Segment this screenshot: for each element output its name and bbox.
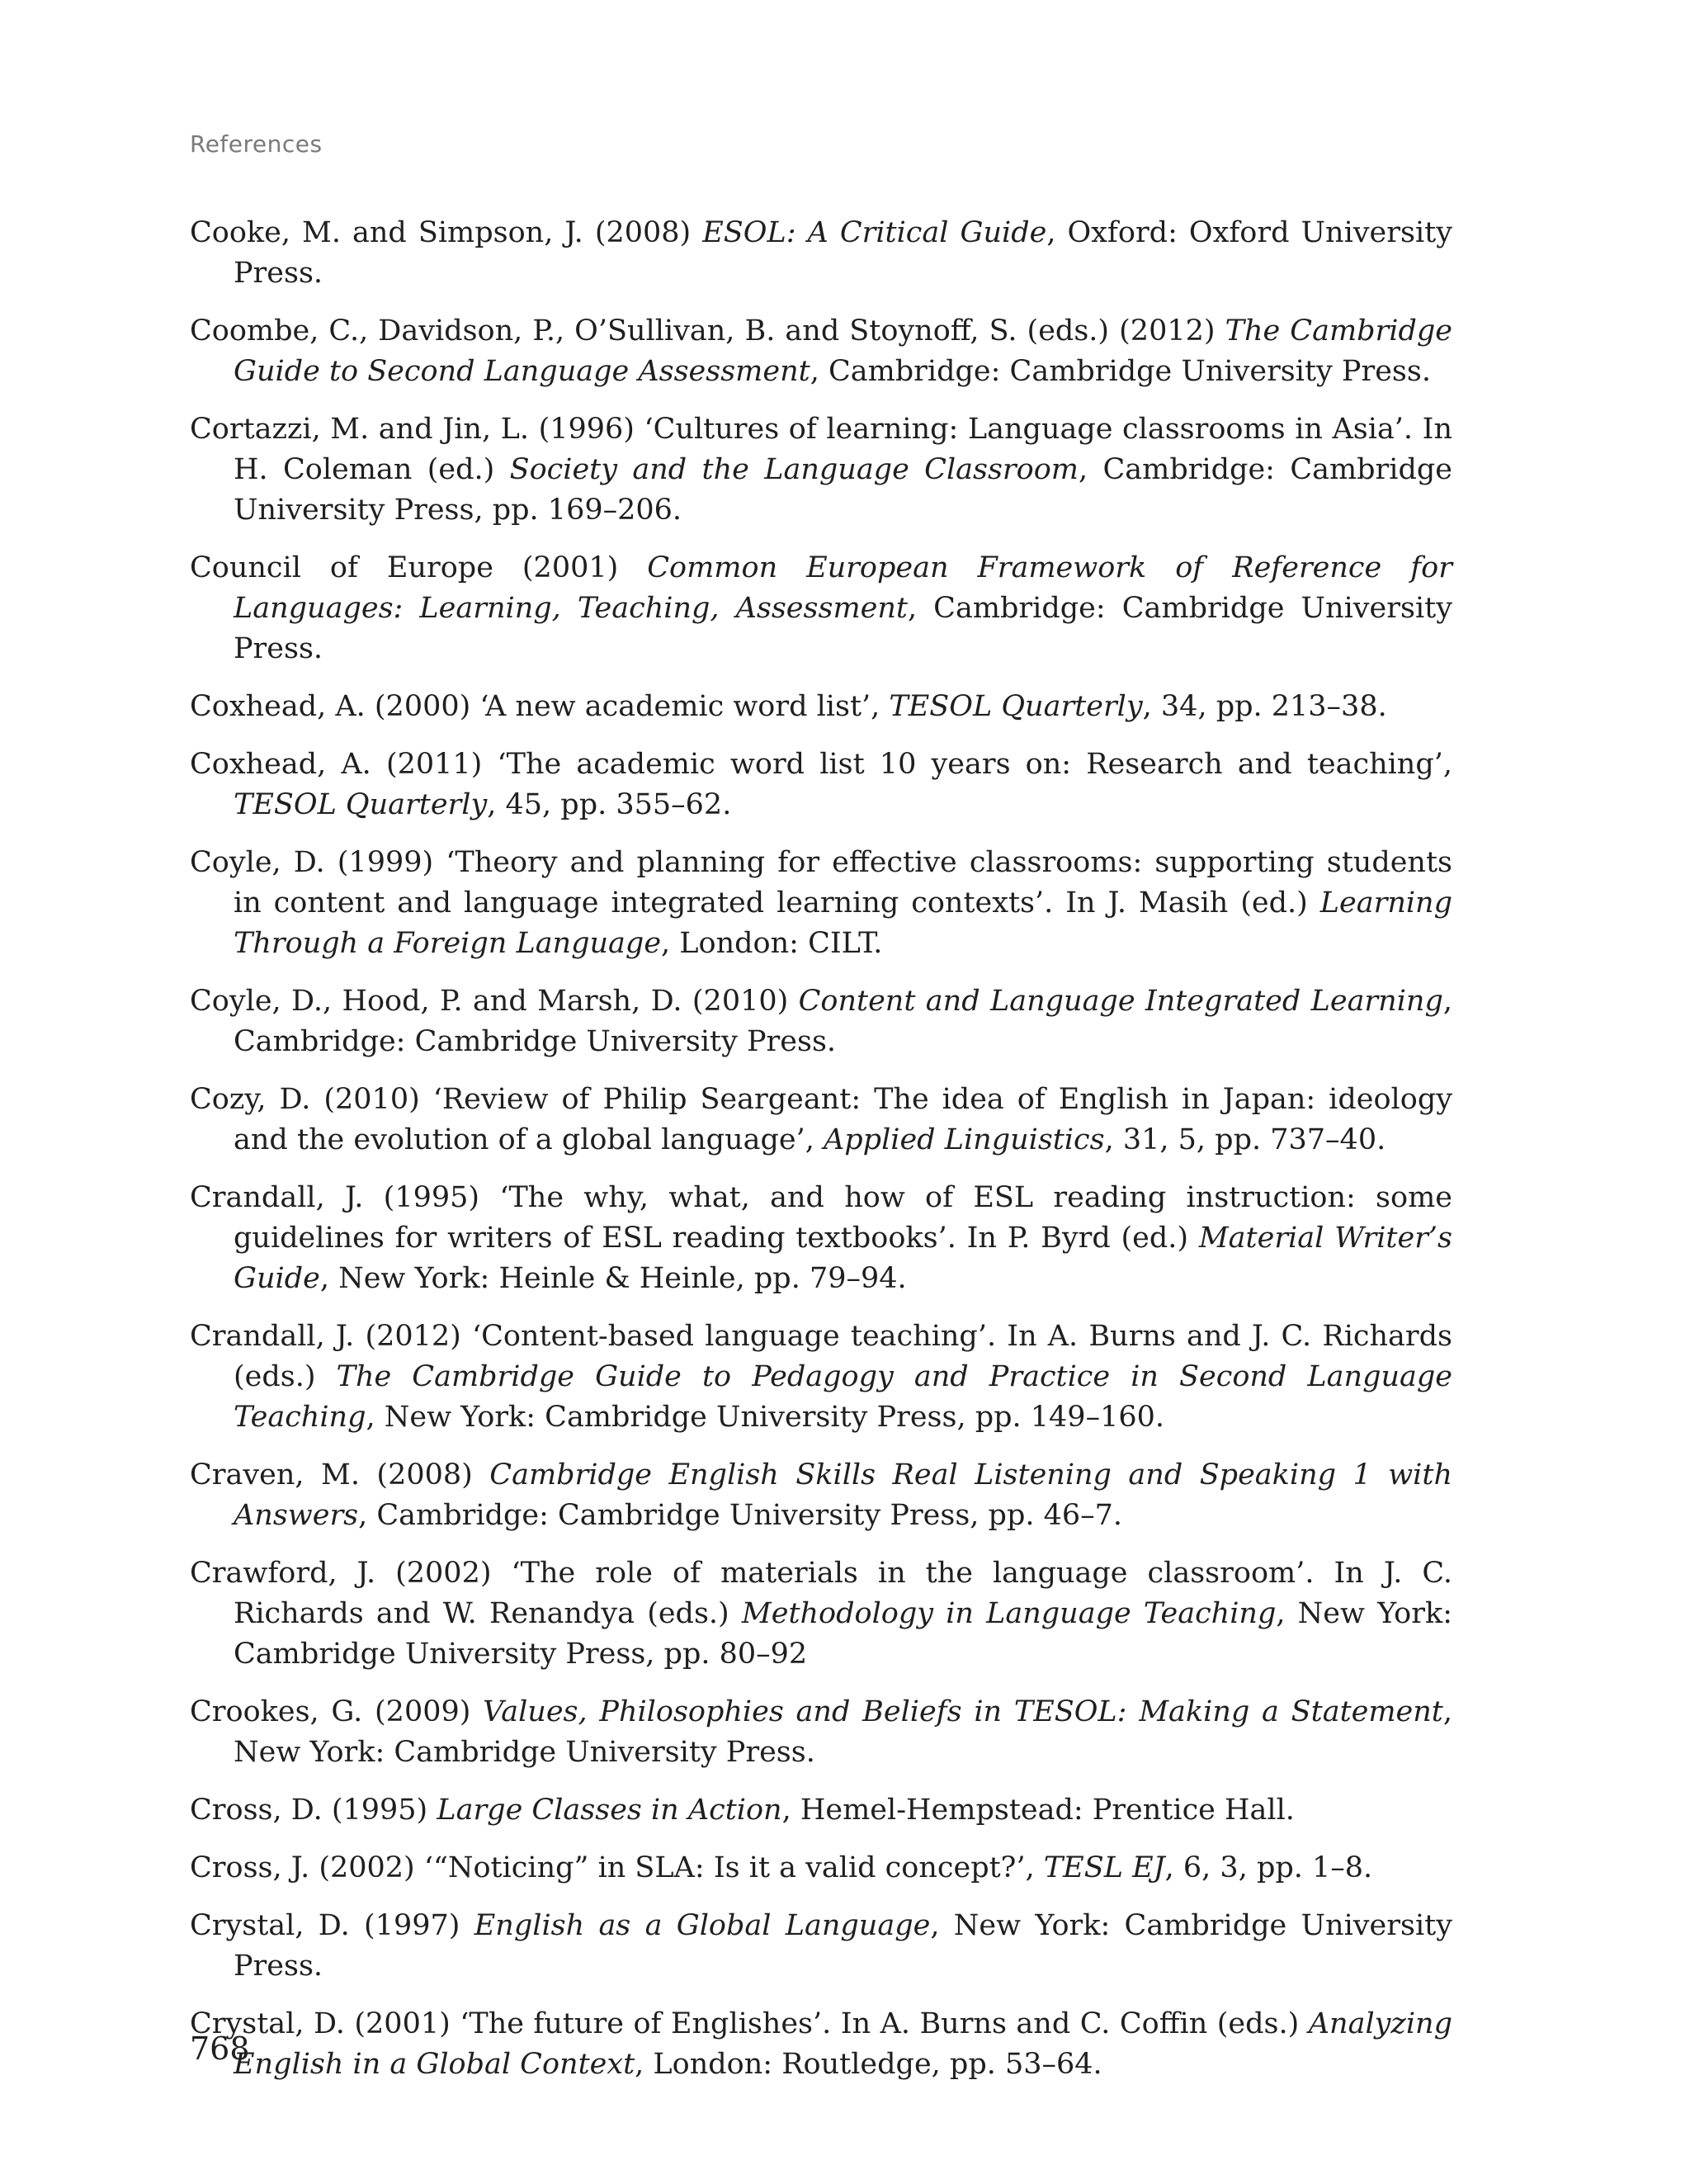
reference-text: , Cambridge: Cambridge University Press. [234, 985, 1452, 1058]
reference-entry [190, 409, 1452, 531]
reference-title-italic: The Cambridge Guide to Second Language Assessment [234, 314, 1452, 388]
reference-title-italic: TESL EJ [1043, 1851, 1165, 1884]
reference-text: , 6, 3, pp. 1–8. [1164, 1851, 1373, 1884]
reference-text: , 45, pp. 355–62. [487, 788, 732, 821]
reference-title-italic: TESOL Quarterly [889, 690, 1143, 723]
reference-text: , New York: Cambridge University Press, pp. 80–92 [234, 1597, 1452, 1671]
reference-title-italic: English as a Global Language [474, 1909, 931, 1942]
reference-title-italic: Cambridge English Skills Real Listening and Speaking 1 with Answers [234, 1458, 1452, 1532]
reference-text: , London: Routledge, pp. 53–64. [635, 2048, 1102, 2081]
reference-text: Coxhead, A. (2011) ‘The academic word list 10 years on: Research and teaching’, [190, 748, 1452, 781]
reference-text: Crystal, D. (1997) [190, 1909, 474, 1942]
reference-entry [190, 1553, 1452, 1675]
reference-title-italic: Material Writer’s Guide [234, 1222, 1453, 1295]
reference-text: Cross, D. (1995) [190, 1794, 437, 1827]
reference-text: Crawford, J. (2002) ‘The role of materials in the language classroom’. In J. C. Richards and W. Renandya (eds.) [190, 1557, 1452, 1630]
reference-text: Coyle, D., Hood, P. and Marsh, D. (2010) [190, 985, 799, 1018]
reference-text: , Oxford: Oxford University Press. [234, 216, 1452, 290]
reference-entry [190, 1692, 1452, 1773]
reference-entry [190, 1848, 1452, 1889]
reference-text: Cross, J. (2002) ‘“Noticing” in SLA: Is it a valid concept?’, [190, 1851, 1044, 1884]
reference-title-italic: Learning Through a Foreign Language [234, 886, 1452, 960]
reference-entry [190, 1080, 1452, 1161]
page-number: 768 [190, 2030, 250, 2067]
reference-text: , London: CILT. [661, 927, 883, 960]
reference-text: , Cambridge: Cambridge University Press, pp. 46–7. [358, 1499, 1123, 1532]
reference-text: Cortazzi, M. and Jin, L. (1996) ‘Cultures of learning: Language classrooms in Asia’. In H. Coleman (ed.) [190, 413, 1452, 486]
reference-title-italic: Values, Philosophies and Beliefs in TESOL: Making a Statement [483, 1695, 1443, 1728]
reference-text: Cooke, M. and Simpson, J. (2008) [190, 216, 703, 249]
reference-text: Coombe, C., Davidson, P., O’Sullivan, B. and Stoynoff, S. (eds.) (2012) [190, 314, 1225, 347]
reference-title-italic: Content and Language Integrated Learning [798, 985, 1443, 1018]
reference-entry [190, 687, 1452, 727]
reference-entry [190, 1317, 1452, 1438]
reference-title-italic: Methodology in Language Teaching [741, 1597, 1277, 1630]
reference-text: Coyle, D. (1999) ‘Theory and planning for effective classrooms: supporting students in content and language integrated learning contexts’. In J. Masih (ed.) [190, 846, 1452, 919]
reference-entry [190, 981, 1452, 1062]
reference-text: , 34, pp. 213–38. [1142, 690, 1387, 723]
reference-entry [190, 1906, 1452, 1987]
reference-text: Crandall, J. (1995) ‘The why, what, and how of ESL reading instruction: some guidelines for writers of ESL reading textbooks’. In P. Byrd (ed.) [190, 1181, 1452, 1255]
reference-text: , New York: Cambridge University Press. [234, 1909, 1452, 1983]
reference-text: , Cambridge: Cambridge University Press, pp. 169–206. [234, 453, 1453, 527]
reference-entry [190, 213, 1452, 294]
reference-title-italic: TESOL Quarterly [234, 788, 488, 821]
running-head: References [190, 130, 323, 158]
reference-title-italic: Applied Linguistics [824, 1123, 1105, 1156]
reference-entry [190, 745, 1452, 825]
reference-entry [190, 311, 1452, 392]
reference-list [190, 213, 1452, 2102]
reference-text: , 31, 5, pp. 737–40. [1104, 1123, 1386, 1156]
reference-title-italic: Society and the Language Classroom [509, 453, 1079, 486]
reference-entry [190, 1178, 1452, 1299]
reference-text: , New York: Heinle & Heinle, pp. 79–94. [319, 1262, 907, 1295]
reference-entry [190, 2004, 1452, 2085]
reference-text: Crookes, G. (2009) [190, 1695, 484, 1728]
reference-text: , Cambridge: Cambridge University Press. [810, 355, 1431, 388]
reference-text: Coxhead, A. (2000) ‘A new academic word list’, [190, 690, 890, 723]
reference-title-italic: Analyzing English in a Global Context [234, 2007, 1452, 2081]
reference-title-italic: Large Classes in Action [437, 1794, 782, 1827]
reference-text: Crandall, J. (2012) ‘Content-based language teaching’. In A. Burns and J. C. Richards (eds.) [190, 1320, 1452, 1393]
reference-title-italic: The Cambridge Guide to Pedagogy and Practice in Second Language Teaching [234, 1360, 1453, 1434]
reference-text: , Cambridge: Cambridge University Press. [234, 592, 1452, 665]
reference-text: , New York: Cambridge University Press. [234, 1695, 1452, 1769]
reference-title-italic: Common European Framework of Reference for Languages: Learning, Teaching, Assessment [234, 551, 1452, 625]
reference-entry [190, 1790, 1452, 1831]
reference-entry [190, 1455, 1452, 1536]
reference-text: Craven, M. (2008) [190, 1458, 490, 1491]
reference-entry [190, 548, 1452, 669]
reference-text: Cozy, D. (2010) ‘Review of Philip Seargeant: The idea of English in Japan: ideology and the evolution of a global language’, [190, 1083, 1452, 1156]
reference-text: , Hemel-Hempstead: Prentice Hall. [781, 1794, 1295, 1827]
reference-text: Council of Europe (2001) [190, 551, 648, 584]
reference-text: Crystal, D. (2001) ‘The future of Englishes’. In A. Burns and C. Coffin (eds.) [190, 2007, 1309, 2040]
reference-entry [190, 843, 1452, 964]
reference-title-italic: ESOL: A Critical Guide [702, 216, 1047, 249]
reference-text: , New York: Cambridge University Press, pp. 149–160. [366, 1401, 1165, 1434]
